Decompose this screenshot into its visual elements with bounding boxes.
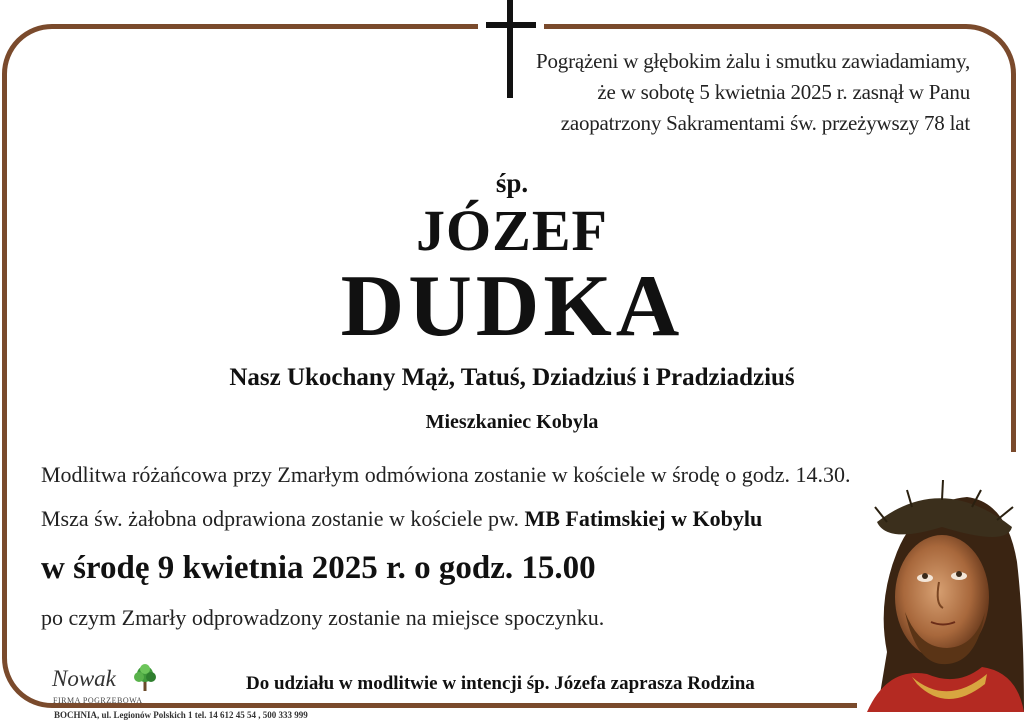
- first-name: JÓZEF: [416, 198, 608, 263]
- intro-line: że w sobotę 5 kwietnia 2025 r. zasnął w Panu: [597, 80, 970, 104]
- funeral-home-address: BOCHNIA, ul. Legionów Polskich 1 tel. 14 612 45 54 , 500 333 999: [54, 710, 308, 720]
- mass-text: Msza św. żałobna odprawiona zostanie w kościele pw.: [41, 506, 525, 531]
- funeral-home-logo: [52, 662, 162, 708]
- residence: Mieszkaniec Kobyla: [425, 411, 599, 433]
- funeral-datetime: w środę 9 kwietnia 2025 r. o godz. 15.00: [41, 550, 596, 586]
- family-relation: Nasz Ukochany Mąż, Tatuś, Dziadziuś i Pradziadziuś: [229, 364, 795, 391]
- logo-subtitle: FIRMA POGRZEBOWA: [53, 696, 143, 705]
- burial-info: po czym Zmarły odprowadzony zostanie na miejsce spoczynku.: [41, 605, 605, 630]
- intro-line: Pogrążeni w głębokim żalu i smutku zawiadamiamy,: [535, 49, 970, 73]
- last-name: DUDKA: [340, 258, 684, 355]
- family-invitation: Do udziału w modlitwie w intencji śp. Józefa zaprasza Rodzina: [246, 673, 755, 694]
- church-name: MB Fatimskiej w Kobylu: [524, 506, 763, 531]
- mass-info: [41, 506, 762, 532]
- announcement-intro: [536, 46, 970, 139]
- logo-name: Nowak: [52, 666, 116, 691]
- rosary-info: Modlitwa różańcowa przy Zmarłym odmówiona zostanie w kościele w środę o godz. 14.30.: [41, 462, 851, 487]
- name-prefix: śp.: [495, 168, 529, 198]
- tree-icon: [132, 664, 158, 692]
- intro-line: zaopatrzony Sakramentami św. przeżywszy 78 lat: [560, 111, 970, 135]
- christ-portrait: [857, 452, 1024, 712]
